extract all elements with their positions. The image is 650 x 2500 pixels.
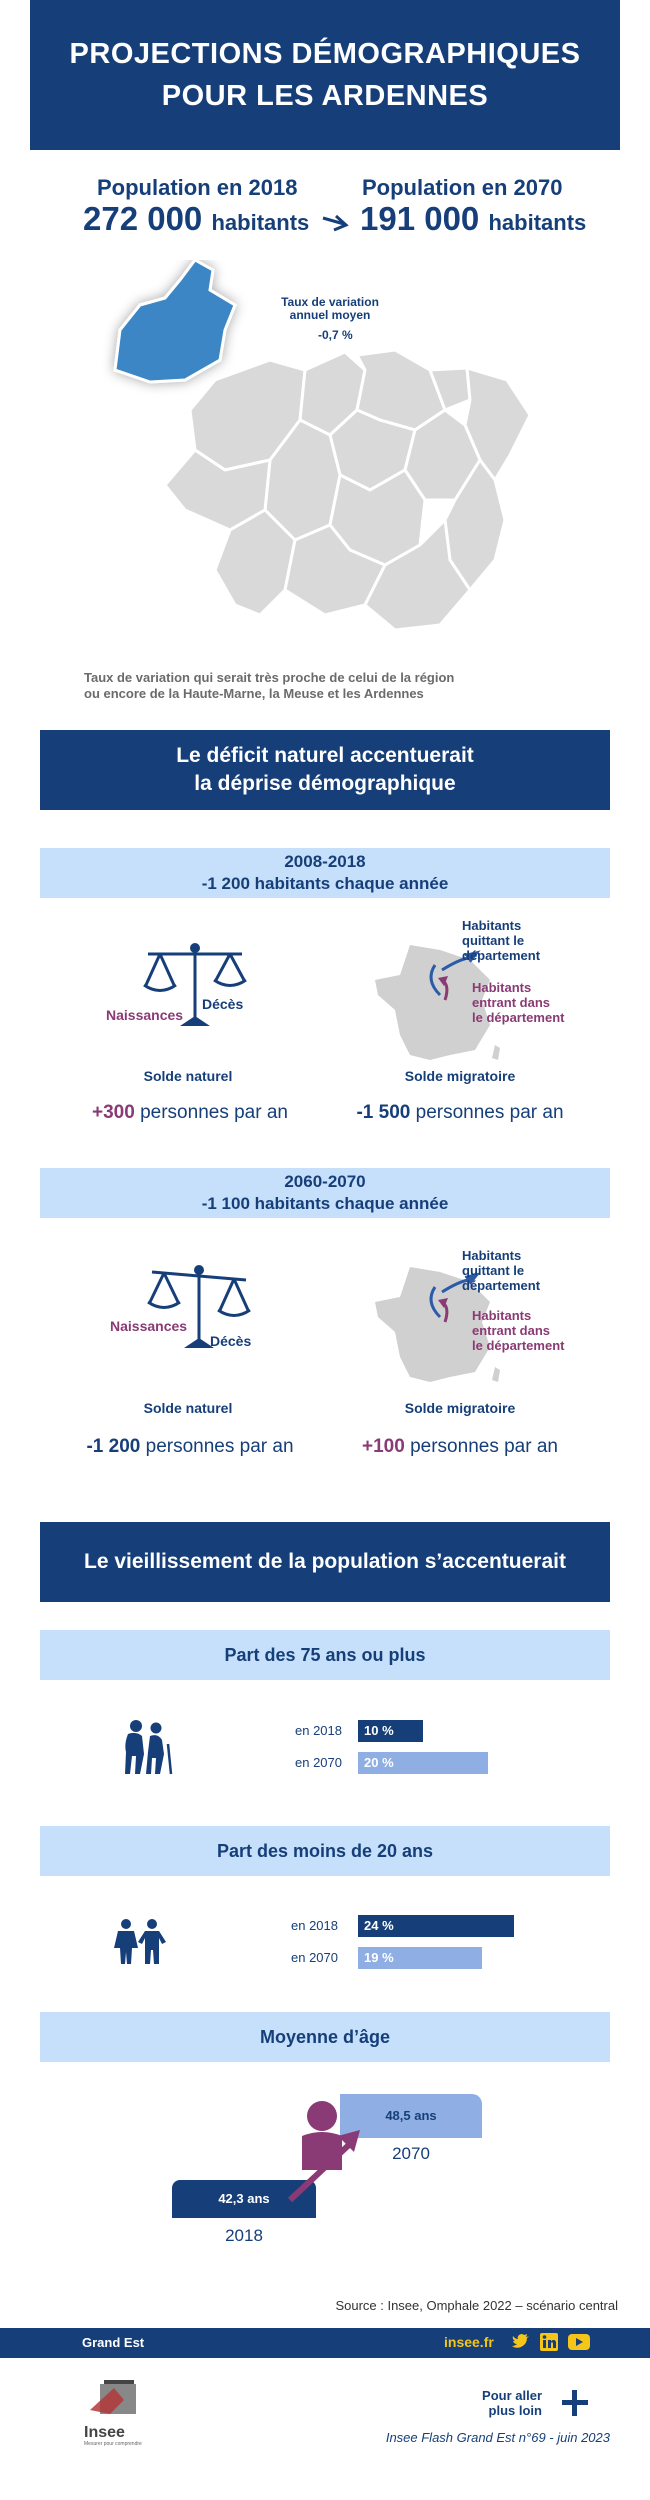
over75-row-2-label: en 2070 bbox=[295, 1755, 342, 1770]
more-link[interactable]: Pour aller plus loin bbox=[482, 2388, 542, 2418]
aging-section-title: Le vieillissement de la population s’accentuerait bbox=[40, 1522, 610, 1602]
plus-icon[interactable] bbox=[560, 2388, 590, 2418]
period-2-natural-value: -1 200 personnes par an bbox=[86, 1436, 294, 1457]
over75-row-1-value: 10 % bbox=[364, 1723, 394, 1738]
under20-row-1-bar bbox=[358, 1915, 514, 1937]
deficit-title-line-2: la déprise démographique bbox=[194, 772, 456, 795]
title-line-2: POUR LES ARDENNES bbox=[161, 80, 489, 112]
period-2-summary: -1 100 habitants chaque année bbox=[201, 1194, 449, 1213]
map-note bbox=[84, 670, 454, 702]
rate-label-line-1: Taux de variation bbox=[281, 295, 379, 309]
period-1-years: 2008-2018 bbox=[284, 852, 366, 871]
population-2070-unit: habitants bbox=[488, 210, 587, 235]
period-1-natural-label: Solde naturel bbox=[143, 1068, 233, 1084]
deficit-section-title bbox=[40, 730, 610, 810]
site-link[interactable]: insee.fr bbox=[444, 2334, 494, 2350]
department-ardennes-highlight bbox=[115, 260, 235, 382]
under20-row-1-label: en 2018 bbox=[291, 1918, 338, 1933]
period-1-bar bbox=[40, 848, 610, 898]
insee-logo[interactable] bbox=[84, 2380, 144, 2447]
source-note: Source : Insee, Omphale 2022 – scénario central bbox=[335, 2298, 618, 2313]
under20-row-2-bar bbox=[358, 1947, 482, 1969]
insee-logo-mark bbox=[84, 2380, 142, 2420]
header-banner bbox=[30, 0, 620, 150]
population-2018-unit: habitants bbox=[211, 210, 310, 235]
person-growth-icon bbox=[282, 2100, 378, 2204]
mean-age-2018-label: 2018 bbox=[225, 2226, 263, 2245]
footer-band bbox=[0, 2328, 650, 2358]
under20-title: Part des moins de 20 ans bbox=[40, 1826, 610, 1876]
period-1-entering: Habitants entrant dans le département bbox=[472, 980, 565, 1025]
period-1-leaving: Habitants quittant le département bbox=[462, 918, 541, 963]
insee-logo-text: Insee bbox=[84, 2424, 125, 2441]
mean-age-2070-label: 2070 bbox=[392, 2144, 430, 2163]
period-2-bar bbox=[40, 1168, 610, 1218]
children-icon bbox=[112, 1918, 168, 1966]
youtube-icon[interactable] bbox=[568, 2334, 590, 2350]
population-2070 bbox=[360, 200, 586, 238]
period-2-years: 2060-2070 bbox=[284, 1172, 366, 1191]
period-1-summary: -1 200 habitants chaque année bbox=[201, 874, 449, 893]
population-2018 bbox=[83, 200, 309, 238]
period-2-natural-label: Solde naturel bbox=[143, 1400, 233, 1416]
period-2-deaths: Décès bbox=[210, 1333, 252, 1349]
period-2-entering: Habitants entrant dans le département bbox=[472, 1308, 565, 1353]
period-2-migration-label: Solde migratoire bbox=[404, 1400, 516, 1416]
population-2018-label: Population en 2018 bbox=[97, 175, 298, 200]
period-1-deaths: Décès bbox=[202, 996, 244, 1012]
elderly-couple-icon bbox=[118, 1718, 174, 1776]
mean-age-2070-value: 48,5 ans bbox=[385, 2108, 437, 2123]
deficit-title-line-1: Le déficit naturel accentuerait bbox=[176, 744, 474, 767]
population-2070-label: Population en 2070 bbox=[362, 175, 563, 200]
under20-row-2-value: 19 % bbox=[364, 1950, 394, 1965]
rate-value: -0,7 % bbox=[318, 328, 353, 342]
map-note-line-2: ou encore de la Haute-Marne, la Meuse et les Ardennes bbox=[84, 686, 424, 701]
twitter-icon[interactable] bbox=[512, 2334, 530, 2350]
period-1-migration-value: -1 500 personnes par an bbox=[356, 1102, 564, 1123]
under20-row-1-value: 24 % bbox=[364, 1918, 394, 1933]
over75-row-2-bar bbox=[358, 1752, 488, 1774]
over75-row-2-value: 20 % bbox=[364, 1755, 394, 1770]
period-2-births: Naissances bbox=[110, 1318, 188, 1334]
linkedin-icon[interactable] bbox=[540, 2333, 558, 2351]
arrow-right-icon bbox=[320, 208, 352, 234]
mean-age-title: Moyenne d’âge bbox=[40, 2012, 610, 2062]
insee-logo-sub: Mesurer pour comprendre bbox=[84, 2441, 142, 2447]
region-label: Grand Est bbox=[82, 2335, 145, 2350]
population-2070-value: 191 000 bbox=[360, 200, 480, 237]
rate-label-line-2: annuel moyen bbox=[289, 308, 371, 322]
page-title bbox=[70, 33, 581, 117]
over75-row-1-label: en 2018 bbox=[295, 1723, 342, 1738]
mean-age-2018-value: 42,3 ans bbox=[218, 2191, 270, 2206]
over75-title: Part des 75 ans ou plus bbox=[40, 1630, 610, 1680]
over75-row-1-bar bbox=[358, 1720, 423, 1742]
period-2-migration-value: +100 personnes par an bbox=[362, 1436, 558, 1457]
rate-label bbox=[270, 296, 390, 322]
period-1-migration-label: Solde migratoire bbox=[404, 1068, 516, 1084]
title-line-1: PROJECTIONS DÉMOGRAPHIQUES bbox=[69, 38, 581, 70]
under20-row-2-label: en 2070 bbox=[291, 1950, 338, 1965]
departments-layer bbox=[165, 350, 530, 630]
period-2-leaving: Habitants quittant le département bbox=[462, 1248, 541, 1293]
population-2018-value: 272 000 bbox=[83, 200, 203, 237]
publication-ref: Insee Flash Grand Est n°69 - juin 2023 bbox=[385, 2430, 610, 2445]
map-note-line-1: Taux de variation qui serait très proche de celui de la région bbox=[84, 670, 455, 685]
period-1-natural-value: +300 personnes par an bbox=[92, 1102, 288, 1123]
period-1-births: Naissances bbox=[106, 1007, 184, 1023]
